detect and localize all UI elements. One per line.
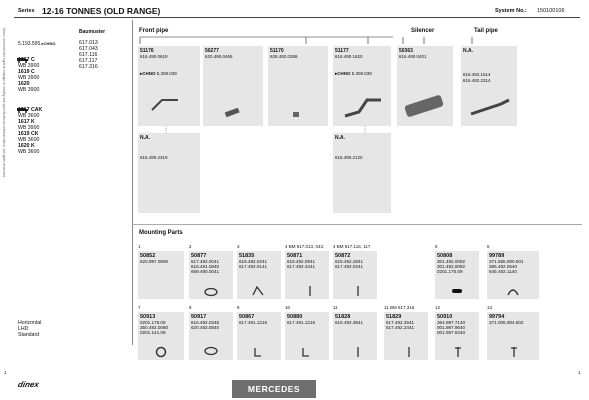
mount-code: 617.491.1216 [287,320,316,325]
mount-number: 50913 [140,314,156,320]
part-card-51177[interactable] [333,46,391,126]
part-card-51170[interactable] [268,46,328,126]
mounting-part-11a[interactable] [333,305,377,360]
mount-code: 617.492.0241 [335,264,364,269]
mount-number: 99789 [489,253,505,259]
bolt-icon [509,346,519,358]
rubber-mount-icon [451,287,463,295]
mount-card [435,312,479,360]
mounting-part-12[interactable] [435,305,479,360]
mount-index: 12 [435,305,441,310]
part-card-50363[interactable] [397,46,453,126]
part-number: 50363 [399,48,413,54]
mounting-part-1[interactable] [138,244,184,299]
mount-note: BM 617.316 [389,305,415,310]
mount-number: 50852 [140,253,156,259]
mount-index: 5 [435,244,438,249]
part-code: 616.490.2120 [335,155,363,160]
mounting-part-4a[interactable] [285,244,329,299]
mount-number: 51835 [239,253,255,259]
header-rule [14,17,580,18]
front-pipe-drawing [148,86,188,116]
mount-code: 0201.141.09 [140,330,166,335]
mount-code: 620.997.0590 [140,259,169,264]
pipe-section-drawing [223,108,243,118]
mount-number: 51829 [386,314,402,320]
mount-index: 4 BM 617.116, 117 [333,244,371,249]
mount-index: 7 [138,305,141,310]
mount-card [333,312,377,360]
mount-index: 1 [138,244,141,249]
mount-index: 2 [189,244,192,249]
mount-card [285,312,329,360]
mount-note: BM 617.116, 117 [336,244,371,249]
ch-note: ▸CHNO 5.308.039 [140,71,177,76]
part-code: 616.490.0619 [140,54,168,59]
mount-code: 350.492.0080 [140,325,169,330]
mount-code: 371.555.090.501 [489,259,524,264]
tail-pipe-drawing [467,96,513,120]
strap-icon [305,285,315,297]
mounting-part-7[interactable] [138,305,184,360]
mount-card [189,312,233,360]
part-code-1: 616.492.1514 [463,72,491,77]
part-code: 616.490.0401 [399,54,427,59]
clamp-icon [203,287,219,297]
page-number-right: 1 [578,370,581,375]
system-label: System No.: [495,8,527,14]
strap-icon [353,285,363,297]
part-code: 620.490.0465 [205,54,233,59]
mount-code: 616.492.0941 [287,259,316,264]
gasket-icon [154,346,168,358]
mounting-part-3[interactable] [237,244,281,299]
mount-index: 10 [285,305,291,310]
bolt-icon [453,346,463,358]
part-code: 616.490.2319 [140,155,168,160]
mount-number: 50880 [287,314,303,320]
clamp-icon [505,285,521,297]
mounting-part-6[interactable] [487,244,539,299]
clamp-drawing [290,110,304,120]
mount-number: 50871 [287,253,303,259]
sidebar-divider [132,20,133,345]
mount-code: 364.997.7140 [437,320,466,325]
mount-code: 001.987.9640 [437,325,466,330]
mount-code: 617.492.0041 [191,259,220,264]
mount-code: 0201.175.09 [437,269,463,274]
bracket-icon [251,285,265,297]
clamp-icon [203,346,219,356]
model-group-1: 1617 C WB 3900 1619 C WB 3900 1620 WB 3900 [18,57,40,93]
mounting-part-5[interactable] [435,244,479,299]
mounting-part-11b[interactable] [384,305,428,360]
mount-index: 3 [237,244,240,249]
mount-card [189,251,233,299]
mount-code: 617.492.0141 [239,264,268,269]
mount-number: 50808 [437,253,453,259]
strap-icon [353,346,363,358]
silencer-drawing [401,92,451,122]
mounting-part-8[interactable] [189,305,233,360]
mount-number: 99794 [489,314,505,320]
mount-card [138,312,184,360]
mount-index: 9 [237,305,240,310]
bent-pipe-drawing [341,94,385,122]
part-card-50277[interactable] [203,46,263,126]
mounting-part-9[interactable] [237,305,281,360]
mount-code: 620.492.0840 [191,325,220,330]
series-title: 12-16 TONNES (OLD RANGE) [42,6,161,16]
mount-card [285,251,329,299]
system-number: 150100106 [537,8,565,14]
part-code: 616.490.1620 [335,54,363,59]
mount-number: 50867 [239,314,255,320]
mounting-part-10[interactable] [285,305,329,360]
mount-card [237,251,281,299]
ch-mark: ▸CHNO [41,41,56,46]
mount-card [384,312,428,360]
mount-code: 616.491.0840 [191,264,220,269]
page-number-left: 1 [4,370,7,375]
part-number: 51177 [335,48,349,54]
part-number: N.A. [463,48,473,54]
mount-code: 615.492.2841 [335,259,364,264]
part-card-na-mid[interactable] [333,133,391,213]
tail-pipe-title: Tail pipe [474,28,498,34]
mount-code: 669.490.0041 [191,269,220,274]
mount-card [237,312,281,360]
part-card-51176[interactable] [138,46,200,126]
strap-icon [404,346,414,358]
ch-note: ▸CHNO 5.308.039 [335,71,372,76]
part-number: 51176 [140,48,154,54]
sidebar-code: 5.193.595 ▸CHNO [18,41,56,47]
mount-note: BM 617.013, 043, [288,244,325,249]
mount-number: 50872 [335,253,351,259]
mount-code: 617.492.2441 [386,325,415,330]
mount-code: 001.987.5340 [437,330,466,335]
dinex-logo: dinex [17,380,40,389]
mount-code: 301.492.0082 [437,264,466,269]
front-pipe-title: Front pipe [139,28,169,34]
part-number: N.A. [140,135,150,141]
mount-index: 8 [189,305,192,310]
mount-code: 371.005.084.502 [489,320,524,325]
model-group-2: 1617 CAK WB 3600 1617 K WB 3900 1619 CK WB 3600 1620 K WB 3600 [18,107,43,155]
mount-index: 6 [487,244,490,249]
baumuster-list: 617.013 617.043 617.116 617.117 617.316 [79,40,98,70]
mount-card [138,251,184,299]
mount-code: 617.492.2541 [386,320,415,325]
mounting-part-4b[interactable] [333,244,377,299]
hanger-icon [253,346,263,358]
mount-code: 645.492.1140 [489,269,517,274]
mount-number: 50910 [437,314,453,320]
front-pipe-bracket [138,34,588,46]
part-code: 628.492.0268 [270,54,298,59]
mount-code: 616.492.3841 [335,320,364,325]
mount-card [435,251,479,299]
mounting-part-13[interactable] [487,305,539,360]
variant-list: Horizontal LHD Standard [18,320,42,338]
mounting-divider [132,224,582,225]
mount-code: 616.492.0241 [239,259,268,264]
series-label: Series [18,8,35,14]
part-number: 51170 [270,48,284,54]
hanger-icon [301,346,311,358]
baumuster-label: Baumuster [79,29,106,35]
mount-card [333,251,377,299]
mount-code: 617.492.3441 [287,264,316,269]
part-card-na-front[interactable] [138,133,200,213]
part-card-tail-pipe[interactable] [461,46,517,126]
mount-card [487,312,539,360]
brand-banner: MERCEDES [232,380,316,398]
mount-code: 617.491.1216 [239,320,268,325]
mount-code: 616.492.0345 [191,320,220,325]
mounting-parts-title: Mounting Parts [139,230,183,236]
mount-number: 51828 [335,314,351,320]
part-number: N.A. [335,135,345,141]
mount-number: 50877 [191,253,207,259]
mount-code: 395.492.0640 [489,264,518,269]
part-number: 50277 [205,48,219,54]
part-code-2: 616.492.2314 [463,78,491,83]
silencer-title: Silencer [411,28,435,34]
mount-code: 301.492.0082 [437,259,466,264]
mount-index: 11 [333,305,338,310]
mount-code: 0201.178.09 [140,320,166,325]
vertical-note: Dinex reserves the right to change or modify the specifications without notice. All rights reserved. [2,28,6,178]
mount-number: 50917 [191,314,207,320]
mount-index: 4 BM 617.013, 043, [285,244,329,255]
mounting-part-2[interactable] [189,244,233,299]
mount-index: 11 BM 617.316 [384,305,415,310]
mount-index: 13 [487,305,493,310]
mount-card [487,251,539,299]
